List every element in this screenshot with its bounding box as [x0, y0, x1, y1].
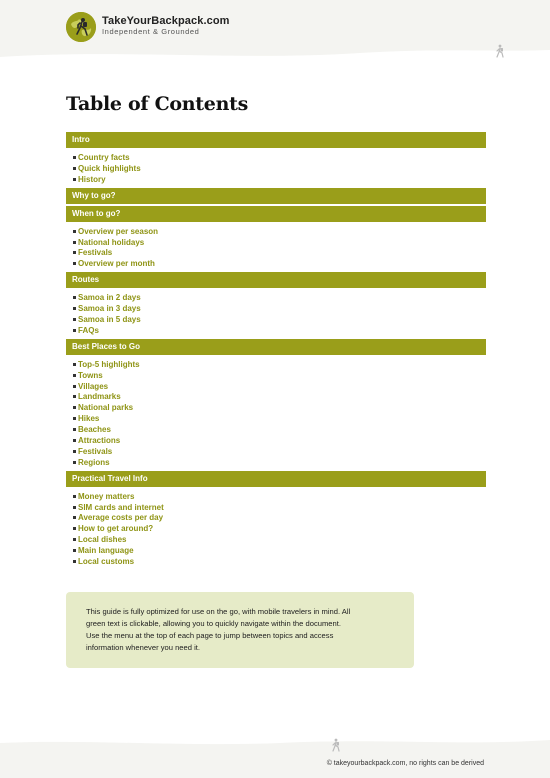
- toc-link-label: History: [78, 174, 106, 184]
- toc-link-label: FAQs: [78, 325, 99, 335]
- toc-link-label: Average costs per day: [78, 513, 164, 523]
- bullet-icon: [73, 156, 76, 159]
- toc-link[interactable]: [66, 303, 486, 314]
- toc-link-label: Beaches: [78, 425, 111, 435]
- note-line: information whenever you need it.: [86, 643, 200, 652]
- toc-item-list: [66, 290, 486, 339]
- toc-link-label: Attractions: [78, 435, 121, 445]
- toc-link[interactable]: [66, 163, 486, 174]
- bullet-icon: [73, 363, 76, 366]
- copyright-text: © takeyourbackpack.com, no rights can be derived: [326, 760, 484, 767]
- hiker-icon: [330, 738, 342, 752]
- toc-link-label: Local dishes: [78, 535, 127, 545]
- toc-link[interactable]: [66, 359, 486, 370]
- toc-link[interactable]: [66, 534, 486, 545]
- note-line: Use the menu at the top of each page to jump between topics and access: [86, 631, 334, 640]
- globe-hiker-icon[interactable]: [66, 12, 96, 42]
- toc-link[interactable]: [66, 292, 486, 303]
- toc-link[interactable]: [66, 370, 486, 381]
- toc-link-label: Overview per season: [78, 226, 159, 236]
- toc-link[interactable]: [66, 402, 486, 413]
- toc-section-header[interactable]: Why to go?: [66, 188, 486, 204]
- bullet-icon: [73, 516, 76, 519]
- toc-link[interactable]: [66, 556, 486, 567]
- toc-link-label: Samoa in 5 days: [78, 314, 141, 324]
- toc-item-list: [66, 150, 486, 188]
- bullet-icon: [73, 178, 76, 181]
- toc-link-label: National parks: [78, 403, 134, 413]
- footer-wave: [0, 734, 550, 748]
- toc-link[interactable]: [66, 226, 486, 237]
- toc-link-label: Regions: [78, 457, 110, 467]
- toc-link-label: National holidays: [78, 237, 145, 247]
- bullet-icon: [73, 318, 76, 321]
- toc-link[interactable]: [66, 491, 486, 502]
- toc-link-label: Hikes: [78, 414, 100, 424]
- page-footer: [0, 735, 550, 778]
- toc-link-label: Samoa in 3 days: [78, 304, 141, 314]
- toc-link[interactable]: [66, 237, 486, 248]
- toc-link[interactable]: [66, 325, 486, 336]
- hiker-icon: [494, 44, 506, 58]
- bullet-icon: [73, 439, 76, 442]
- toc-link[interactable]: [66, 424, 486, 435]
- toc-link-label: Towns: [78, 370, 103, 380]
- toc-link-label: SIM cards and internet: [78, 502, 164, 512]
- bullet-icon: [73, 296, 76, 299]
- bullet-icon: [73, 560, 76, 563]
- toc-link[interactable]: [66, 391, 486, 402]
- bullet-icon: [73, 527, 76, 530]
- bullet-icon: [73, 428, 76, 431]
- toc-link-label: Landmarks: [78, 392, 121, 402]
- bullet-icon: [73, 251, 76, 254]
- note-line: This guide is fully optimized for use on the go, with mobile travelers in mind. All: [86, 607, 351, 616]
- table-of-contents: [66, 132, 486, 570]
- info-note-text: [86, 606, 400, 654]
- toc-link[interactable]: [66, 174, 486, 185]
- toc-section-header[interactable]: Best Places to Go: [66, 339, 486, 355]
- toc-link[interactable]: [66, 545, 486, 556]
- bullet-icon: [73, 450, 76, 453]
- toc-link-label: Quick highlights: [78, 163, 141, 173]
- bullet-icon: [73, 307, 76, 310]
- page-title: Table of Contents: [66, 93, 248, 115]
- bullet-icon: [73, 329, 76, 332]
- bullet-icon: [73, 495, 76, 498]
- toc-section-header[interactable]: Intro: [66, 132, 486, 148]
- toc-link-label: Main language: [78, 546, 134, 556]
- header-wave: [0, 43, 550, 62]
- bullet-icon: [73, 538, 76, 541]
- toc-link-label: Festivals: [78, 248, 113, 258]
- bullet-icon: [73, 230, 76, 233]
- note-line: green text is clickable, allowing you to quickly navigate within the document.: [86, 619, 341, 628]
- toc-link-label: Local customs: [78, 556, 135, 566]
- toc-link[interactable]: [66, 258, 486, 269]
- toc-link-label: Villages: [78, 381, 109, 391]
- toc-link-label: Top-5 highlights: [78, 359, 140, 369]
- toc-link[interactable]: [66, 512, 486, 523]
- toc-link-label: Festivals: [78, 446, 113, 456]
- toc-section-header[interactable]: Practical Travel Info: [66, 471, 486, 487]
- bullet-icon: [73, 241, 76, 244]
- bullet-icon: [73, 167, 76, 170]
- bullet-icon: [73, 549, 76, 552]
- toc-link[interactable]: [66, 435, 486, 446]
- toc-link-label: Samoa in 2 days: [78, 293, 141, 303]
- info-note: [66, 592, 414, 668]
- toc-link[interactable]: [66, 314, 486, 325]
- toc-item-list: [66, 224, 486, 273]
- bullet-icon: [73, 395, 76, 398]
- toc-section-header[interactable]: Routes: [66, 272, 486, 288]
- toc-link[interactable]: [66, 523, 486, 534]
- brand-tagline: Independent & Grounded: [102, 27, 200, 36]
- bullet-icon: [73, 406, 76, 409]
- toc-link[interactable]: [66, 446, 486, 457]
- bullet-icon: [73, 506, 76, 509]
- toc-link[interactable]: [66, 152, 486, 163]
- toc-link-label: Overview per month: [78, 259, 155, 269]
- toc-link-label: How to get around?: [78, 524, 154, 534]
- toc-section-header[interactable]: When to go?: [66, 206, 486, 222]
- toc-link[interactable]: [66, 381, 486, 392]
- toc-link-label: Country facts: [78, 152, 130, 162]
- brand-name[interactable]: TakeYourBackpack.com: [102, 15, 230, 27]
- toc-link[interactable]: [66, 457, 486, 468]
- toc-link-label: Money matters: [78, 491, 135, 501]
- bullet-icon: [73, 461, 76, 464]
- bullet-icon: [73, 385, 76, 388]
- toc-item-list: [66, 357, 486, 471]
- toc-link[interactable]: [66, 247, 486, 258]
- toc-link[interactable]: [66, 502, 486, 513]
- toc-link[interactable]: [66, 413, 486, 424]
- toc-item-list: [66, 489, 486, 570]
- bullet-icon: [73, 374, 76, 377]
- bullet-icon: [73, 262, 76, 265]
- bullet-icon: [73, 417, 76, 420]
